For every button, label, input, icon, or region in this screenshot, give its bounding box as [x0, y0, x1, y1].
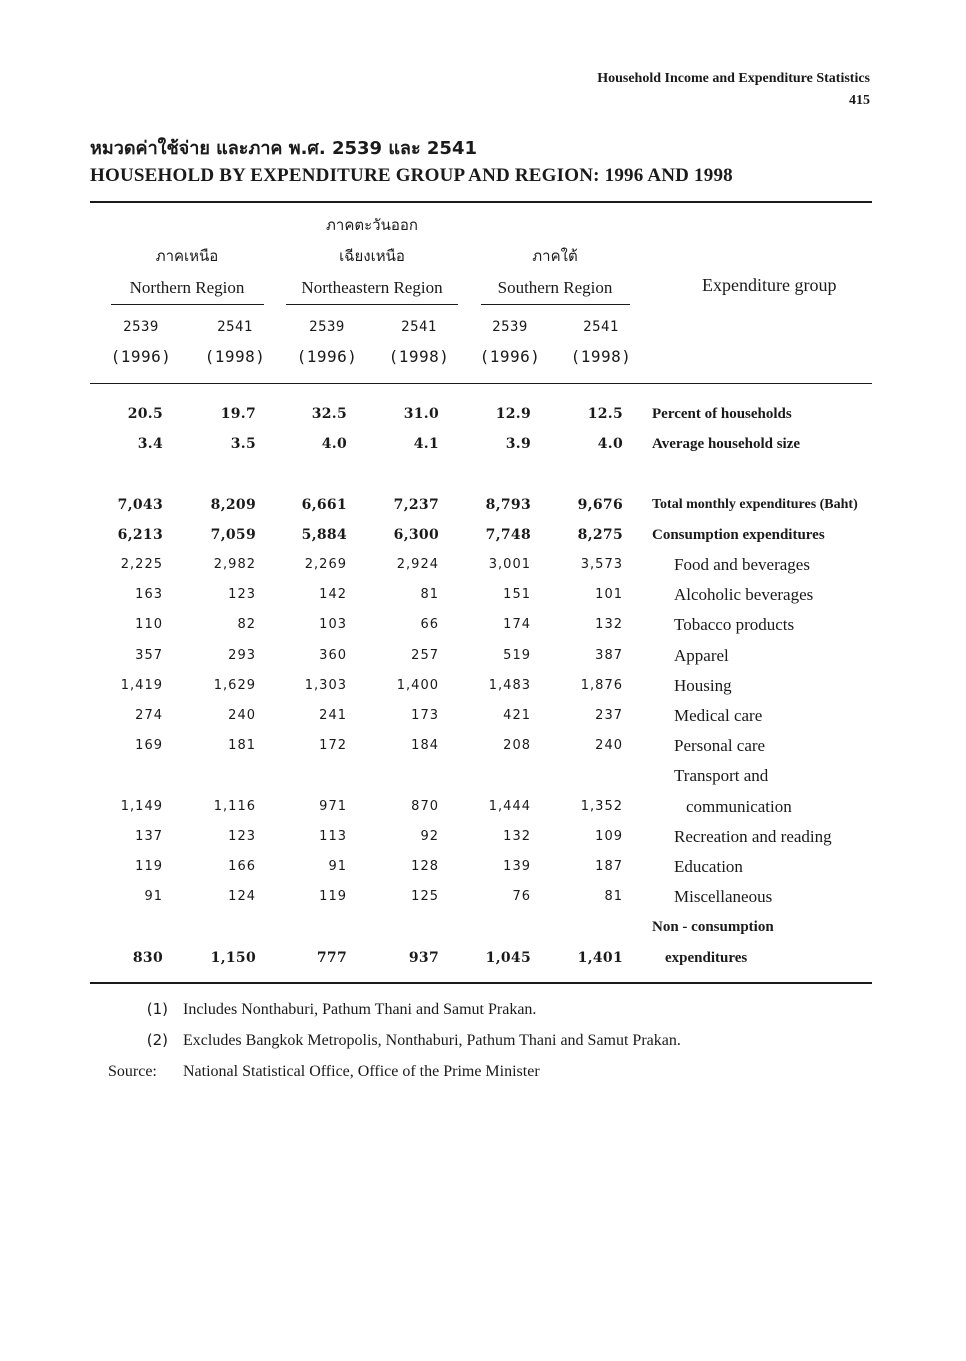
table-row [0, 761, 966, 791]
top-rule [90, 201, 872, 203]
table-cell: 3,573 [580, 557, 623, 572]
row-label: communication [686, 797, 792, 816]
table-cell: 91 [328, 859, 347, 874]
table-cell: 110 [135, 617, 163, 632]
table-cell: 125 [411, 889, 439, 904]
region-thai-line-1 [482, 210, 628, 241]
row-label: Non - consumption [652, 919, 774, 935]
table-cell: 241 [319, 708, 347, 723]
table-row [0, 671, 966, 701]
source-key: Source: [108, 1063, 157, 1080]
table-cell: 1,419 [120, 678, 163, 693]
year-be: 2541 [217, 319, 253, 335]
table-cell: 387 [595, 648, 623, 663]
table-cell: 139 [503, 859, 531, 874]
table-cell: 12.5 [587, 406, 623, 422]
region-underline [111, 304, 264, 305]
table-cell: 3,001 [488, 557, 531, 572]
table-cell: 257 [411, 648, 439, 663]
footnote-text: Includes Nonthaburi, Pathum Thani and Samut Prakan. [183, 1001, 537, 1018]
table-cell: 174 [503, 617, 531, 632]
region-header-northeastern [286, 210, 458, 303]
table-cell: 132 [503, 829, 531, 844]
footnote-key: (2) [146, 1031, 168, 1049]
year-be: 2541 [583, 319, 619, 335]
table-title [90, 136, 733, 190]
region-header-southern [482, 210, 628, 303]
table-cell: 101 [595, 587, 623, 602]
table-cell: 169 [135, 738, 163, 753]
table-row [0, 550, 966, 580]
table-cell: 208 [503, 738, 531, 753]
table-cell: 274 [135, 708, 163, 723]
table-cell: 6,661 [301, 497, 347, 513]
year-ce: (1998) [570, 347, 632, 366]
region-english: Northern Region [129, 278, 245, 297]
table-cell: 3.9 [505, 436, 531, 452]
table-cell: 1,444 [488, 799, 531, 814]
year-ce: (1996) [296, 347, 358, 366]
year-ce: (1998) [388, 347, 450, 366]
table-cell: 8,275 [577, 527, 623, 543]
table-cell: 66 [420, 617, 439, 632]
table-cell: 870 [411, 799, 439, 814]
row-label: Tobacco products [674, 615, 795, 634]
row-label: Transport and [674, 766, 769, 785]
header-rule [90, 383, 872, 384]
table-row [0, 610, 966, 640]
table-cell: 421 [503, 708, 531, 723]
page-number: 415 [849, 93, 870, 108]
table-cell: 1,352 [580, 799, 623, 814]
row-label: Personal care [674, 736, 766, 755]
table-cell: 137 [135, 829, 163, 844]
table-cell: 1,149 [120, 799, 163, 814]
year-ce: (1998) [204, 347, 266, 366]
table-cell: 166 [228, 859, 256, 874]
table-cell: 937 [408, 950, 439, 966]
table-cell: 4.0 [321, 436, 347, 452]
table-cell: 20.5 [127, 406, 163, 422]
table-cell: 1,483 [488, 678, 531, 693]
table-cell: 184 [411, 738, 439, 753]
table-cell: 1,629 [213, 678, 256, 693]
table-cell: 971 [319, 799, 347, 814]
row-label: Housing [674, 676, 732, 695]
table-row [0, 882, 966, 912]
table-cell: 777 [316, 950, 347, 966]
region-thai-line-1 [112, 210, 262, 241]
table-row [0, 852, 966, 882]
table-cell: 128 [411, 859, 439, 874]
table-cell: 360 [319, 648, 347, 663]
year-be: 2541 [401, 319, 437, 335]
table-cell: 293 [228, 648, 256, 663]
year-ce: (1996) [479, 347, 541, 366]
table-cell: 6,300 [393, 527, 439, 543]
table-cell: 2,225 [120, 557, 163, 572]
table-row [0, 731, 966, 761]
table-cell: 3.4 [137, 436, 163, 452]
region-underline [481, 304, 630, 305]
table-cell: 3.5 [230, 436, 256, 452]
table-cell: 81 [420, 587, 439, 602]
table-cell: 119 [135, 859, 163, 874]
expenditure-group-header: Expenditure group [702, 275, 837, 295]
table-cell: 91 [144, 889, 163, 904]
table-cell: 1,303 [304, 678, 347, 693]
table-cell: 7,237 [393, 497, 439, 513]
source-text: National Statistical Office, Office of the Prime Minister [183, 1063, 540, 1080]
region-thai-line-2: เฉียงเหนือ [339, 247, 405, 265]
table-cell: 7,043 [117, 497, 163, 513]
region-header-northern [112, 210, 262, 303]
row-label: Total monthly expenditures (Baht) [652, 497, 858, 512]
row-label: Food and beverages [674, 555, 810, 574]
table-cell: 151 [503, 587, 531, 602]
table-cell: 12.9 [495, 406, 531, 422]
table-cell: 1,400 [396, 678, 439, 693]
table-title-english: HOUSEHOLD BY EXPENDITURE GROUP AND REGION: 1996 AND 1998 [90, 165, 733, 186]
region-thai-line-1: ภาคตะวันออก [326, 216, 418, 234]
row-label: Medical care [674, 706, 763, 725]
table-cell: 8,793 [485, 497, 531, 513]
table-cell: 2,982 [213, 557, 256, 572]
table-cell: 92 [420, 829, 439, 844]
table-cell: 5,884 [301, 527, 347, 543]
table-cell: 1,401 [577, 950, 623, 966]
table-cell: 132 [595, 617, 623, 632]
table-cell: 82 [237, 617, 256, 632]
table-cell: 830 [132, 950, 163, 966]
table-cell: 9,676 [577, 497, 623, 513]
table-cell: 187 [595, 859, 623, 874]
region-underline [286, 304, 458, 305]
table-cell: 6,213 [117, 527, 163, 543]
table-cell: 163 [135, 587, 163, 602]
table-cell: 4.1 [413, 436, 439, 452]
table-cell: 19.7 [220, 406, 256, 422]
table-cell: 237 [595, 708, 623, 723]
table-row [0, 429, 966, 459]
table-title-thai: หมวดค่าใช้จ่าย และภาค พ.ศ. 2539 และ 2541 [90, 138, 477, 159]
table-cell: 109 [595, 829, 623, 844]
table-row [0, 822, 966, 852]
table-cell: 181 [228, 738, 256, 753]
table-row [0, 912, 966, 942]
row-label: Average household size [652, 436, 801, 452]
table-cell: 240 [228, 708, 256, 723]
table-cell: 7,748 [485, 527, 531, 543]
row-label: Miscellaneous [674, 887, 773, 906]
table-cell: 4.0 [597, 436, 623, 452]
table-cell: 119 [319, 889, 347, 904]
region-thai-line-2: ภาคเหนือ [155, 247, 219, 265]
table-cell: 113 [319, 829, 347, 844]
table-cell: 2,269 [304, 557, 347, 572]
table-cell: 357 [135, 648, 163, 663]
row-label: Alcoholic beverages [674, 585, 814, 604]
running-head [597, 68, 870, 112]
table-cell: 123 [228, 829, 256, 844]
table-row [0, 641, 966, 671]
table-cell: 1,876 [580, 678, 623, 693]
table-cell: 7,059 [210, 527, 256, 543]
table-cell: 123 [228, 587, 256, 602]
table-cell: 173 [411, 708, 439, 723]
table-cell: 1,150 [210, 950, 256, 966]
region-thai-line-2: ภาคใต้ [532, 247, 578, 265]
row-label: Apparel [674, 646, 729, 665]
table-row [0, 580, 966, 610]
table-cell: 124 [228, 889, 256, 904]
region-english: Northeastern Region [301, 278, 443, 297]
table-cell: 172 [319, 738, 347, 753]
table-cell: 8,209 [210, 497, 256, 513]
year-be: 2539 [123, 319, 159, 335]
year-be: 2539 [309, 319, 345, 335]
table-cell: 103 [319, 617, 347, 632]
bottom-rule [90, 982, 872, 984]
footnote-key: (1) [146, 1000, 168, 1018]
running-head-title: Household Income and Expenditure Statistics [597, 71, 870, 86]
table-cell: 1,116 [213, 799, 256, 814]
row-label: Consumption expenditures [652, 527, 825, 543]
year-be: 2539 [492, 319, 528, 335]
row-label: Education [674, 857, 743, 876]
footnote-text: Excludes Bangkok Metropolis, Nonthaburi, Pathum Thani and Samut Prakan. [183, 1032, 681, 1049]
table-row [0, 792, 966, 822]
table-cell: 519 [503, 648, 531, 663]
table-row [0, 520, 966, 550]
row-label: expenditures [665, 950, 748, 966]
region-english: Southern Region [497, 278, 613, 297]
year-ce: (1996) [110, 347, 172, 366]
table-row [0, 701, 966, 731]
row-label: Percent of households [652, 406, 792, 422]
table-row [0, 490, 966, 520]
table-row [0, 943, 966, 973]
table-cell: 76 [512, 889, 531, 904]
table-cell: 2,924 [396, 557, 439, 572]
table-cell: 240 [595, 738, 623, 753]
table-cell: 81 [604, 889, 623, 904]
table-cell: 142 [319, 587, 347, 602]
table-cell: 32.5 [311, 406, 347, 422]
row-label: Recreation and reading [674, 827, 832, 846]
table-row [0, 399, 966, 429]
table-cell: 1,045 [485, 950, 531, 966]
table-cell: 31.0 [403, 406, 439, 422]
